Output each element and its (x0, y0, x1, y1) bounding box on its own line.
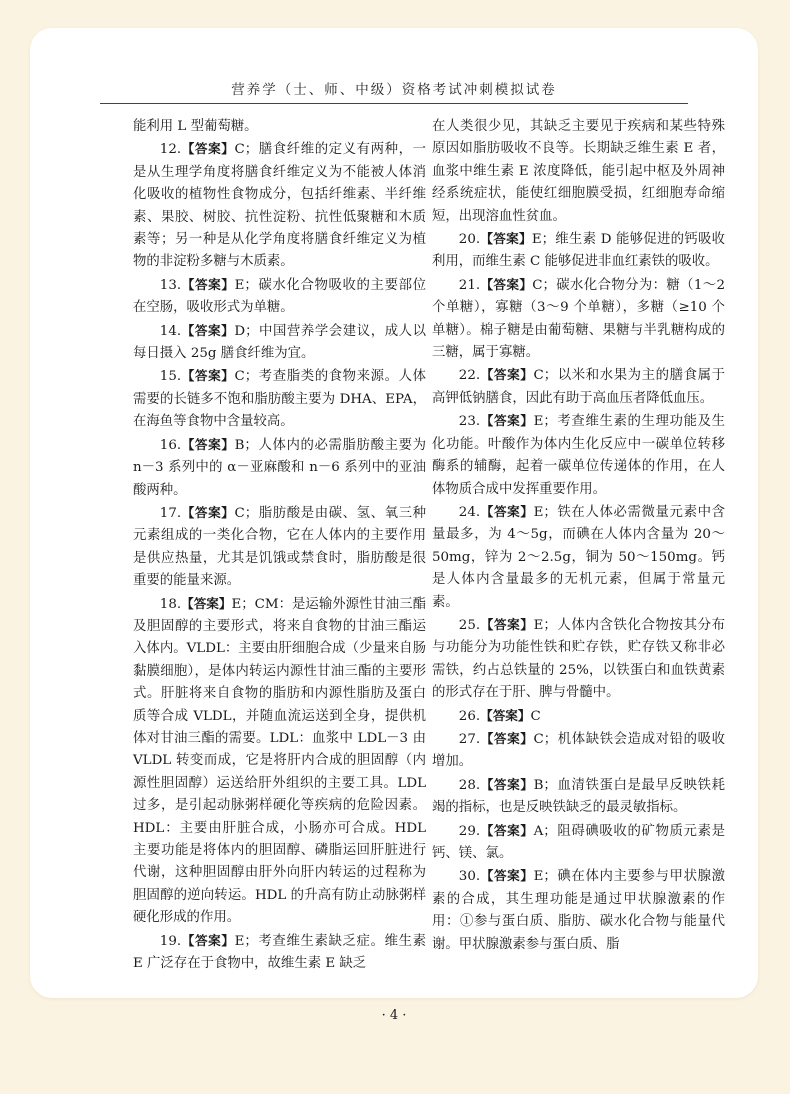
explanation-text: 铁在人体必需微量元素中含量最多，为 4～5g，而碘在人体内含量为 20～50mg，锌为 2～2.5g，铜为 50～150mg。钙是人体内含量最多的无机元素，但属于常量元素。 (432, 504, 726, 610)
explanation-text: 阻碍碘吸收的矿物质元素是钙、镁、氯。 (432, 823, 726, 861)
answer-label: 【答案】 (181, 141, 235, 157)
answer-item (133, 138, 426, 273)
answer-choice: C； (532, 277, 556, 293)
answer-item (432, 228, 725, 274)
answer-label: 【答案】 (181, 368, 235, 384)
answer-item (133, 320, 426, 366)
answer-choice: E； (234, 933, 258, 949)
answer-choice: E； (231, 596, 255, 612)
item-number: 25. (458, 617, 481, 633)
answer-item (133, 434, 426, 502)
answer-item (432, 820, 725, 866)
page-sheet (30, 28, 758, 1023)
answer-label: 【答案】 (480, 707, 531, 723)
answer-item (432, 728, 725, 774)
answer-item (432, 501, 725, 614)
answer-item (133, 593, 426, 930)
explanation-text: 膳食纤维的定义有两种，一是从生理学角度将膳食纤维定义为不能被人体消化吸收的植物性食物成分，包括纤维素、半纤维素、果胶、树胶、抗性淀粉、抗性低聚糖和木质素等；另一种是从化学角度将膳食纤维定义为植物的非淀粉多糖与木质素。 (133, 142, 427, 270)
answer-item (432, 364, 725, 410)
answer-label: 【答案】 (480, 868, 534, 884)
answer-choice: E； (533, 504, 557, 520)
answer-label: 【答案】 (181, 932, 235, 948)
item-number: 21. (458, 277, 481, 293)
answer-label: 【答案】 (480, 367, 534, 383)
answer-choice: C； (234, 505, 259, 521)
item-number: 28. (458, 777, 481, 793)
explanation-text: 在人类很少见，其缺乏主要见于疾病和某些特殊原因如脂肪吸收不良等。长期缺乏维生素 E 者，血浆中维生素 E 浓度降低，能引起中枢及外周神经系统症状，能使红细胞膜受损，红细胞寿命缩短，出现溶血性贫血。 (432, 119, 725, 224)
answer-label: 【答案】 (181, 276, 235, 292)
header-divider (100, 103, 688, 104)
answer-item (432, 865, 725, 956)
explanation-text: 中国营养学会建议，成人以每日摄入 25g 膳食纤维为宜。 (133, 323, 427, 362)
item-number: 27. (458, 731, 481, 747)
answer-label: 【答案】 (480, 822, 534, 838)
item-number: 18. (159, 596, 182, 612)
explanation-text: 以米和水果为主的膳食属于高钾低钠膳食，因此有助于高血压者降低血压。 (432, 368, 726, 406)
explanation-text: 血清铁蛋白是最早反映铁耗竭的指标，也是反映铁缺乏的最灵敏指标。 (432, 777, 726, 816)
answer-label: 【答案】 (480, 616, 534, 632)
explanation-text: 碳水化合物吸收的主要部位在空肠，吸收形式为单糖。 (133, 277, 427, 316)
item-number: 12. (159, 142, 182, 158)
answer-item (432, 410, 725, 501)
right-column (432, 116, 725, 956)
explanation-text: 考查维生素缺乏症。维生素 E 广泛存在于食物中，故维生素 E 缺乏 (133, 933, 427, 972)
item-number: 26. (458, 708, 481, 724)
answer-choice: D； (234, 323, 259, 339)
item-number: 19. (159, 933, 182, 949)
answer-item (432, 774, 725, 820)
explanation-text: CM：是运输外源性甘油三酯及胆固醇的主要形式，将来自食物的甘油三酯运入体内。VLDL：主要由肝细胞合成（少量来自肠黏膜细胞），是体内转运内源性甘油三酯的主要形式。肝脏将来自食物的脂肪和内源性脂肪及蛋白质等合成 VLDL，并随血流运送到全身，提供机体对甘油三酯的需要。LDL：血浆中 LDL－3 由 VLDL 转变而成，它是将肝内合成的胆固醇（内源性胆固醇）运送给肝外组织的主要工具。LDL 过多，是引起动脉粥样硬化等疾病的危险因素。HDL：主要由肝脏合成，小肠亦可合成。HDL 主要功能是将体内的胆固醇、磷脂运回肝脏进行代谢，这种胆固醇由肝外向肝内转运的过程称为胆固醇的逆向转运。HDL 的升高有防止动脉粥样硬化形成的作用。 (133, 596, 426, 926)
running-header: 营养学（士、师、中级）资格考试冲刺模拟试卷 (231, 82, 557, 98)
explanation-text: 碳水化合物分为：糖（1～2 个单糖），寡糖（3～9 个单糖），多糖（≥10 个单糖）。棉子糖是由葡萄糖、果糖与半乳糖构成的三糖，属于寡糖。 (432, 277, 726, 361)
item-number: 29. (458, 823, 481, 839)
explanation-text: 碘在体内主要参与甲状腺激素的合成，其生理功能是通过甲状腺激素的作用：①参与蛋白质、脂肪、碳水化合物与能量代谢。甲状腺激素参与蛋白质、脂 (432, 869, 726, 952)
answer-choice: E； (531, 232, 555, 248)
answer-choice: C (530, 708, 541, 724)
answer-label: 【答案】 (480, 730, 534, 746)
answer-item (133, 365, 426, 433)
item-number: 13. (159, 277, 182, 293)
explanation-text: 能利用 L 型葡萄糖。 (133, 119, 258, 134)
item-number: 24. (458, 504, 481, 520)
explanation-text: 人体内含铁化合物按其分布与功能分为功能性铁和贮存铁，贮存铁又称非必需铁，约占总铁量的 25%，以铁蛋白和血铁黄素的形式存在于肝、脾与骨髓中。 (432, 617, 726, 701)
item-number: 23. (458, 414, 481, 430)
explanation-text: 维生素 D 能够促进的钙吸收利用，而维生素 C 能够促进非血红素铁的吸收。 (432, 232, 726, 270)
item-number: 22. (458, 368, 481, 384)
explanation-text: 脂肪酸是由碳、氢、氧三种元素组成的一类化合物，它在人体内的主要作用是供应热量，尤其是饥饿或禁食时，脂肪酸是很重要的能量来源。 (133, 505, 427, 589)
item-number: 15. (159, 369, 182, 385)
answer-choice: C； (234, 369, 259, 385)
answer-choice: C； (234, 142, 259, 158)
answer-item (432, 274, 725, 365)
item-number: 16. (159, 437, 182, 453)
answer-label: 【答案】 (480, 276, 533, 292)
item-number: 30. (458, 869, 481, 885)
answer-label: 【答案】 (480, 413, 534, 429)
explanation-text: 机体缺铁会造成对铅的吸收增加。 (432, 731, 726, 770)
answer-choice: E； (234, 277, 258, 293)
answer-label: 【答案】 (181, 595, 232, 611)
left-column (133, 116, 426, 975)
answer-choice: A； (533, 823, 557, 839)
explanation-text: 人体内的必需脂肪酸主要为 n－3 系列中的 α－亚麻酸和 n－6 系列中的亚油酸两种。 (133, 437, 427, 498)
answer-item (432, 614, 725, 705)
answer-item (133, 930, 426, 976)
answer-choice: C； (533, 731, 558, 747)
item-number: 14. (159, 323, 182, 339)
continued-paragraph (133, 116, 426, 138)
page-number: · 4 · (381, 1008, 407, 1023)
continued-paragraph (432, 116, 725, 228)
answer-item (133, 502, 426, 593)
answer-choice: E； (533, 414, 557, 430)
answer-label: 【答案】 (181, 322, 235, 338)
answer-choice: E； (533, 869, 557, 885)
explanation-text: 考查维生素的生理功能及生化功能。叶酸作为体内生化反应中一碳单位转移酶系的辅酶，起着一碳单位传递体的作用，在人体物质合成中发挥重要作用。 (432, 414, 726, 497)
answer-choice: C； (533, 368, 558, 384)
item-number: 17. (159, 505, 182, 521)
answer-choice: E； (533, 617, 557, 633)
answer-label: 【答案】 (181, 504, 235, 520)
answer-label: 【答案】 (480, 231, 532, 247)
answer-item (133, 274, 426, 320)
answer-item (432, 705, 725, 728)
item-number: 20. (458, 232, 481, 248)
answer-label: 【答案】 (480, 503, 534, 519)
answer-label: 【答案】 (480, 776, 534, 792)
explanation-text: 考查脂类的食物来源。人体需要的长链多不饱和脂肪酸主要为 DHA、EPA，在海鱼等食物中含量较高。 (133, 369, 427, 430)
answer-label: 【答案】 (181, 436, 235, 452)
answer-choice: B； (234, 437, 258, 453)
answer-choice: B； (533, 777, 557, 793)
